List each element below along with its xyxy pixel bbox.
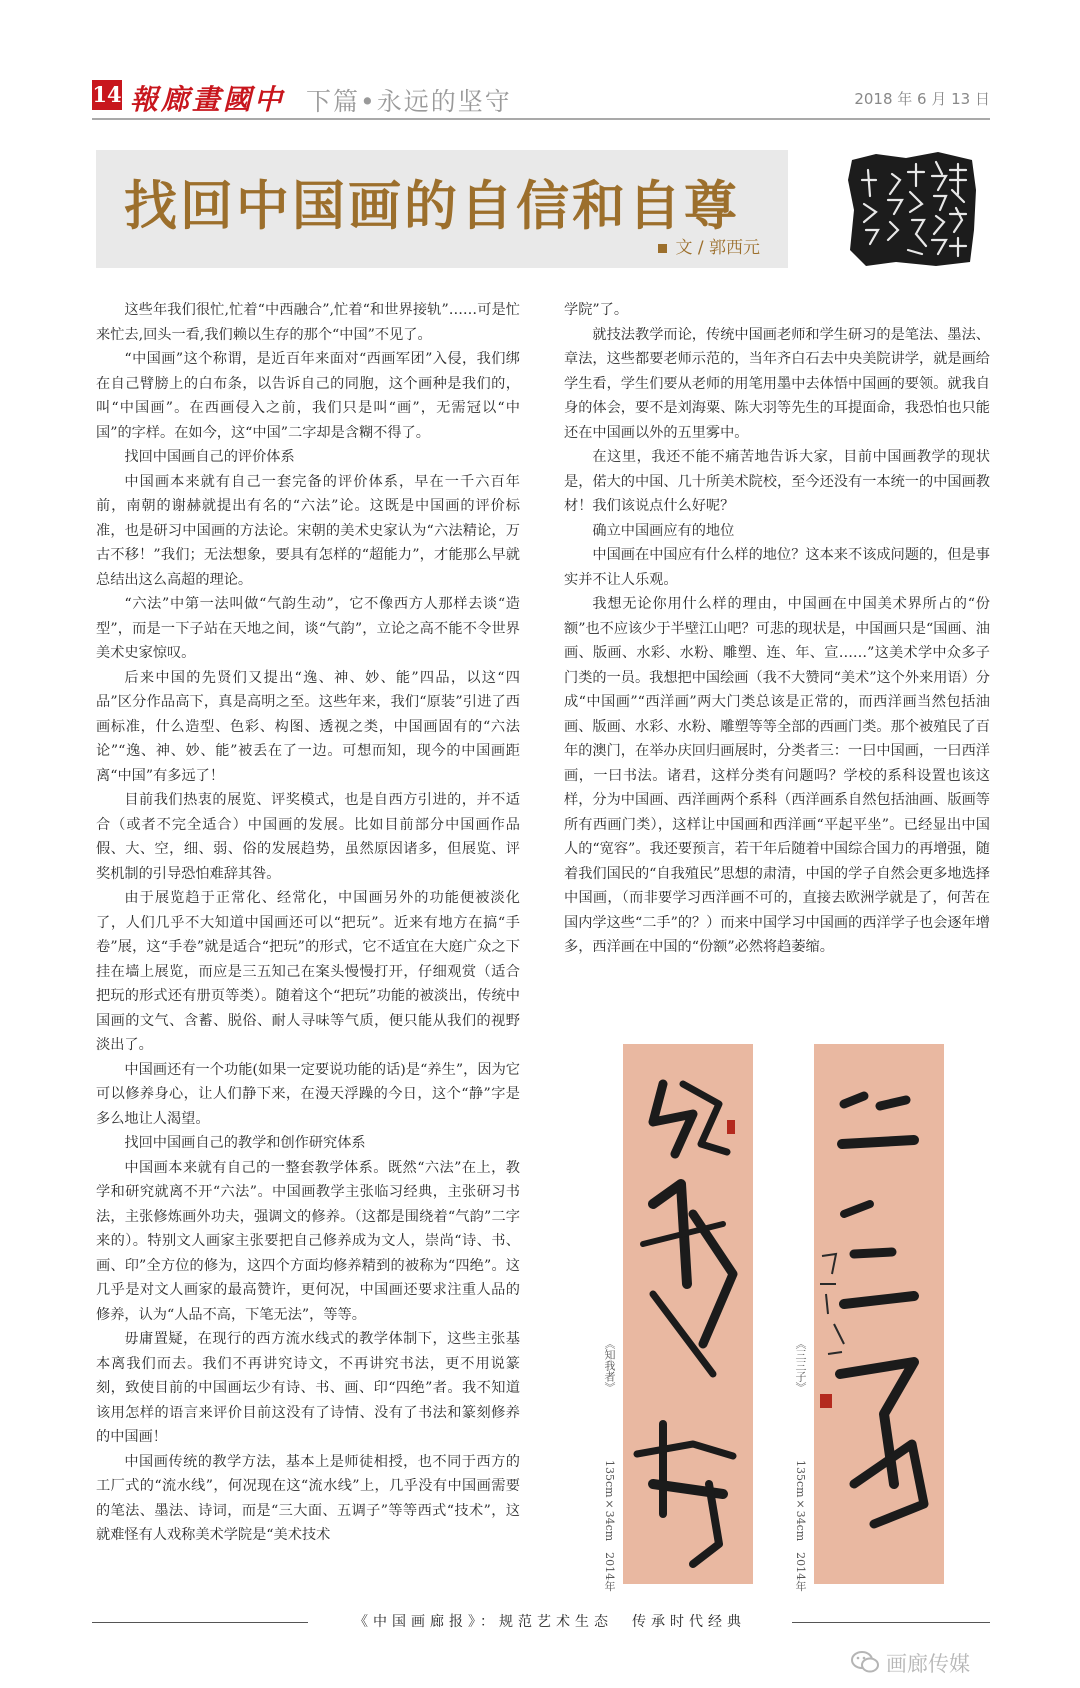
subheading: 找回中国画自己的教学和创作研究体系 — [124, 1135, 366, 1151]
paragraph: 就技法教学而论，传统中国画老师和学生研习的是笔法、墨法、章法，这些都要老师示范的，当年齐白石去中央美院讲学，就是画给学生看，学生们要从老师的用笔用墨中去体悟中国画的要领。就我自身的体会，要不是刘海粟、陈大羽等先生的耳提面命，我恐怕也只能还在中国画以外的五里雾中。 — [564, 326, 990, 441]
artwork-caption-name: 《三三子》 — [794, 1338, 807, 1393]
title-block — [96, 150, 788, 268]
paragraph: 这些年我们很忙,忙着“中西融合”,忙着“和世界接轨”……可是忙来忙去,回头一看,我们赖以生存的那个“中国”不见了。 — [96, 302, 520, 343]
issue-date: 2018 年 6 月 13 日 — [854, 90, 990, 108]
byline-text: 文 / 郭西元 — [675, 238, 760, 258]
paragraph: 在这里，我还不能不痛苦地告诉大家，目前中国画教学的现状是，偌大的中国、几十所美术院校，至今还没有一本统一的中国画教材！我们该说点什么好呢？ — [564, 449, 990, 514]
footer-slogan: 《中国画廊报》：规范艺术生态 传承时代经典 — [354, 1614, 746, 1630]
header-divider — [92, 118, 990, 120]
article-column-right — [564, 298, 990, 960]
paragraph: 目前我们热衷的展览、评奖模式，也是自西方引进的，并不适合（或者不完全适合）中国画的发展。比如目前部分中国画作品假、大、空，细、弱、俗的发展趋势，虽然原因诸多，但展览、评奖机制的引导恐怕难辞其咎。 — [96, 792, 520, 882]
paragraph: 由于展览趋于正常化、经常化，中国画另外的功能便被淡化了，人们几乎不大知道中国画还可以“把玩”。近来有地方在搞“手卷”展，这“手卷”就是适合“把玩”的形式，它不适宜在大庭广众之下挂在墙上展览，而应是三五知己在案头慢慢打开，仔细观赏（适合把玩的形式还有册页等类）。随着这个“把玩”功能的被淡出，传统中国画的文气、含蓄、脱俗、耐人寻味等气质，便只能从我们的视野淡出了。 — [96, 890, 520, 1053]
paragraph: 我想无论你用什么样的理由，中国画在中国美术界所占的“份额”也不应该少于半壁江山吧？可悲的现状是，中国画只是“国画、油画、版画、水彩、水粉、雕塑、连、年、宣……”这美术学中众多子门类的一员。我想把中国绘画（我不大赞同“美术”这个外来用语）分成“中国画”“西洋画”两大门类总该是正常的，而西洋画当然包括油画、版画、水彩、水粉、雕塑等等全部的西画门类。那个被殖民了百年的澳门，在举办庆回归画展时，分类者三：一曰中国画，一曰西洋画，一曰书法。诸君，这样分类有问题吗？学校的系科设置也该这样，分为中国画、西洋画两个系科（西洋画系自然包括油画、版画等所有西画门类），这样让中国画和西洋画“平起平坐”。已经显出中国人的“宽容”。我还要预言，若干年后随着中国综合国力的再增强，随着我们国民的“自我殖民”思想的肃清，中国的学子自然会更多地选择中国画，（而非要学习西洋画不可的，直接去欧洲学就是了，何苦在国内学这些“二手”的？）而来中国学习中国画的西洋学子也会逐年增多，西洋画在中国的“份额”必然将趋萎缩。 — [564, 596, 990, 955]
paragraph: 学院”了。 — [564, 302, 629, 318]
footer-rule-left — [92, 1622, 308, 1623]
section-title: 下篇•永远的坚守 — [306, 87, 512, 116]
paragraph: “中国画”这个称谓，是近百年来面对“西画军团”入侵，我们绑在自己臂膀上的白布条，以告诉自己的同胞，这个画种是我们的，叫“中国画”。在西画侵入之前，我们只是叫“画”，无需冠以“中国”的字样。在如今，这“中国”二字却是含糊不得了。 — [96, 351, 520, 441]
artwork-image-1 — [623, 1044, 753, 1584]
article-title: 找回中国画的自信和自尊 — [124, 176, 740, 237]
paragraph: 后来中国的先贤们又提出“逸、神、妙、能”四品，以这“四品”区分作品高下，真是高明之至。这些年来，我们“原装”引进了西画标准，什么造型、色彩、构图、透视之类，中国画固有的“六法论”“逸、神、妙、能”被丢在了一边。可想而知，现今的中国画距离“中国”有多远了！ — [96, 669, 520, 784]
page-header — [92, 76, 990, 116]
artwork-image-2 — [814, 1044, 944, 1584]
seal-stamp-image — [846, 150, 980, 268]
page-number: 14 — [92, 80, 122, 110]
masthead-logo: 報廊畫國中 — [130, 83, 286, 116]
bullet-square-icon — [658, 244, 667, 253]
paragraph: “六法”中第一法叫做“气韵生动”，它不像西方人那样去谈“造型”，而是一下子站在天地之间，谈“气韵”，立论之高不能不令世界美术史家惊叹。 — [96, 596, 520, 661]
paragraph: 中国画本来就有自己的一整套教学体系。既然“六法”在上，教学和研究就离不开“六法”。中国画教学主张临习经典，主张研习书法，主张修炼画外功夫，强调文的修养。（这都是围绕着“气韵”二字来的）。特别文人画家主张要把自己修养成为文人，崇尚“诗、书、画、印”全方位的修为，这四个方面均修养精到的被称为“四绝”。这几乎是对文人画家的最高赞许，更何况，中国画还要求注重人品的修养，认为“人品不高，下笔无法”，等等。 — [96, 1159, 520, 1323]
paragraph: 中国画本来就有自己一套完备的评价体系，早在一千六百年前，南朝的谢赫就提出有名的“六法”论。这既是中国画的评价标准，也是研习中国画的方法论。宋朝的美术史家认为“六法精论，万古不移！”我们；无法想象，要具有怎样的“超能力”，才能那么早就总结出这么高超的理论。 — [96, 473, 520, 588]
footer-rule-right — [792, 1622, 990, 1623]
subheading: 找回中国画自己的评价体系 — [124, 449, 295, 465]
wechat-icon — [850, 1650, 880, 1678]
artwork-caption-size: 135cm×34cm 2014年 — [603, 1460, 616, 1592]
watermark-text: 画廊传媒 — [886, 1652, 970, 1676]
subheading: 确立中国画应有的地位 — [592, 522, 735, 539]
paragraph: 中国画还有一个功能(如果一定要说功能的话)是“养生”，因为它可以修养身心，让人们静下来，在漫天浮躁的今日，这个“静”字是多么地让人渴望。 — [96, 1061, 520, 1127]
paragraph: 毋庸置疑，在现行的西方流水线式的教学体制下，这些主张基本离我们而去。我们不再讲究诗文，不再讲究书法，更不用说篆刻，致使目前的中国画坛少有诗、书、画、印“四绝”者。我不知道该用怎样的语言来评价目前这没有了诗情、没有了书法和篆刻修养的中国画！ — [96, 1331, 520, 1445]
artwork-caption-name: 《知我者》 — [603, 1338, 616, 1393]
paragraph: 中国画在中国应有什么样的地位？这本来不该成问题的，但是事实并不让人乐观。 — [564, 547, 990, 588]
article-column-left — [96, 298, 520, 1548]
byline — [658, 233, 760, 258]
artwork-caption-size: 135cm×34cm 2014年 — [794, 1460, 807, 1592]
paragraph: 中国画传统的教学方法，基本上是师徒相授，也不同于西方的工厂式的“流水线”，何况现在这“流水线”上，几乎没有中国画需要的笔法、墨法、诗词，而是“三大面、五调子”等等西式“技术”，这就难怪有人戏称美术学院是“美术技术 — [96, 1453, 520, 1543]
